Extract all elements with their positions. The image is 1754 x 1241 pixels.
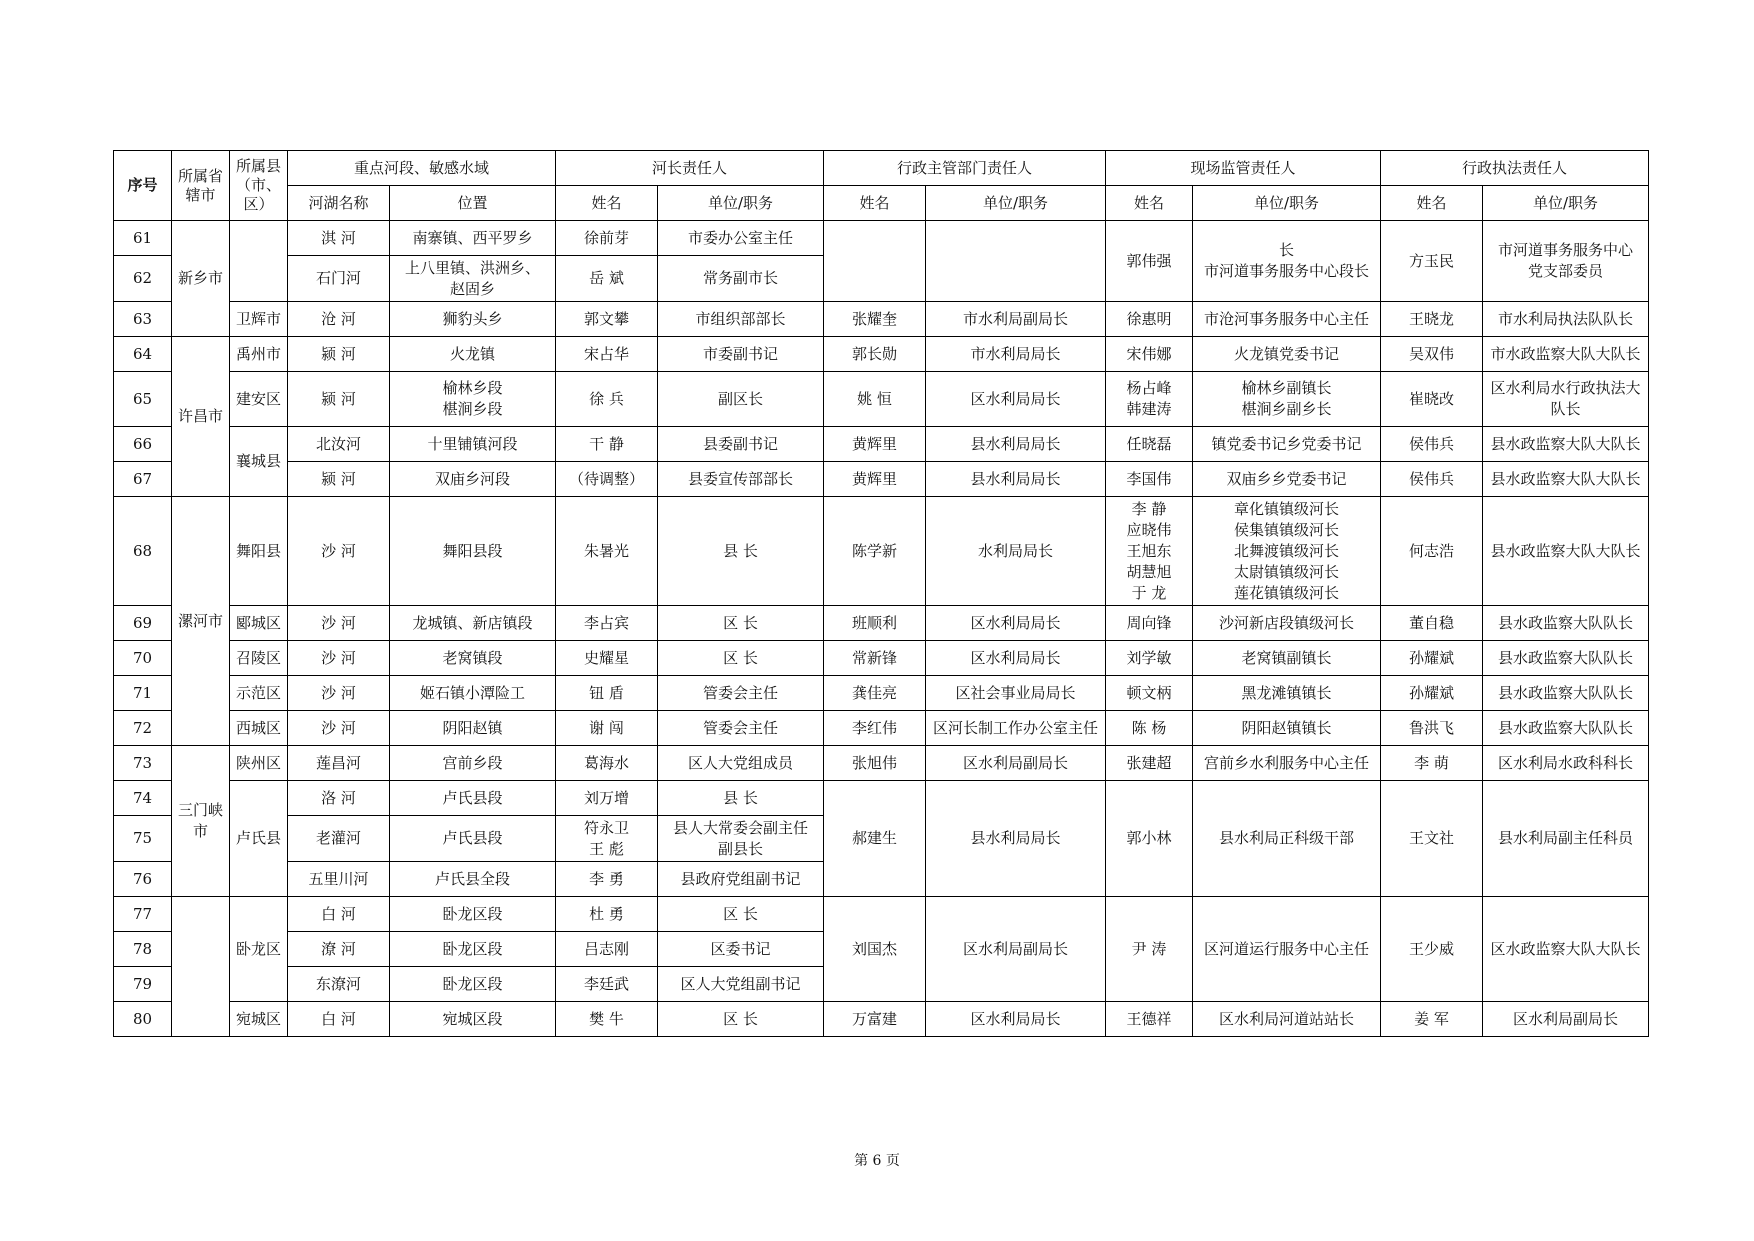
cell-location: 阴阳赵镇 [390, 711, 556, 746]
cell-chief-unit: 县人大常委会副主任 副县长 [658, 816, 824, 862]
cell-law-name: 王晓龙 [1381, 302, 1483, 337]
cell-admin-unit: 县水利局局长 [926, 427, 1106, 462]
header-chief-name: 姓名 [556, 186, 658, 221]
cell-law-unit: 县水政监察大队大队长 [1483, 497, 1649, 606]
cell-river-name: 沙 河 [288, 606, 390, 641]
cell-law-name: 孙耀斌 [1381, 676, 1483, 711]
cell-law-unit: 县水政监察大队队长 [1483, 641, 1649, 676]
cell-chief-name: 李廷武 [556, 967, 658, 1002]
cell-chief-unit: 市委副书记 [658, 337, 824, 372]
cell-chief-name: 徐 兵 [556, 372, 658, 427]
cell-seq: 61 [114, 221, 172, 256]
cell-law-name: 鲁洪飞 [1381, 711, 1483, 746]
cell-seq: 73 [114, 746, 172, 781]
cell-seq: 78 [114, 932, 172, 967]
cell-chief-unit: 副区长 [658, 372, 824, 427]
cell-seq: 62 [114, 256, 172, 302]
cell-seq: 64 [114, 337, 172, 372]
cell-site-unit: 区河道运行服务中心主任 [1193, 897, 1381, 1002]
cell-chief-name: 刘万增 [556, 781, 658, 816]
header-law-unit: 单位/职务 [1483, 186, 1649, 221]
cell-river-name: 五里川河 [288, 862, 390, 897]
cell-river-name: 颍 河 [288, 462, 390, 497]
table-row [114, 606, 1649, 641]
cell-river-name: 白 河 [288, 1002, 390, 1037]
cell-admin-unit: 区水利局局长 [926, 606, 1106, 641]
cell-admin-name: 班顺利 [824, 606, 926, 641]
cell-county: 建安区 [230, 372, 288, 427]
cell-location: 卧龙区段 [390, 967, 556, 1002]
cell-law-unit: 县水政监察大队队长 [1483, 676, 1649, 711]
cell-chief-name: 谢 闯 [556, 711, 658, 746]
header-group-river: 重点河段、敏感水域 [288, 151, 556, 186]
cell-location: 龙城镇、新店镇段 [390, 606, 556, 641]
cell-site-unit: 长 市河道事务服务中心段长 [1193, 221, 1381, 302]
cell-river-name: 莲昌河 [288, 746, 390, 781]
cell-county: 卧龙区 [230, 897, 288, 1002]
cell-site-name: 周向锋 [1106, 606, 1193, 641]
table-row [114, 676, 1649, 711]
cell-site-unit: 市沧河事务服务中心主任 [1193, 302, 1381, 337]
cell-site-name: 郭小林 [1106, 781, 1193, 897]
cell-admin-name: 郭长勋 [824, 337, 926, 372]
cell-site-unit: 双庙乡乡党委书记 [1193, 462, 1381, 497]
cell-site-unit: 镇党委书记乡党委书记 [1193, 427, 1381, 462]
cell-seq: 77 [114, 897, 172, 932]
cell-law-unit: 区水政监察大队大队长 [1483, 897, 1649, 1002]
cell-city: 漯河市 [172, 497, 230, 746]
cell-location: 卢氏县段 [390, 781, 556, 816]
table-body [114, 221, 1649, 1037]
cell-admin-unit: 区水利局局长 [926, 372, 1106, 427]
cell-law-unit: 区水利局水行政执法大队长 [1483, 372, 1649, 427]
cell-chief-name: 葛海水 [556, 746, 658, 781]
cell-chief-unit: 县 长 [658, 497, 824, 606]
cell-chief-unit: 区 长 [658, 1002, 824, 1037]
cell-location: 卢氏县段 [390, 816, 556, 862]
header-admin-unit: 单位/职务 [926, 186, 1106, 221]
cell-site-name: 任晓磊 [1106, 427, 1193, 462]
cell-law-unit: 县水利局副主任科员 [1483, 781, 1649, 897]
cell-chief-unit: 区人大党组副书记 [658, 967, 824, 1002]
header-city: 所属省辖市 [172, 151, 230, 221]
cell-chief-unit: 县委宣传部部长 [658, 462, 824, 497]
cell-location: 十里铺镇河段 [390, 427, 556, 462]
cell-seq: 70 [114, 641, 172, 676]
cell-admin-name: 黄辉里 [824, 427, 926, 462]
cell-river-name: 颍 河 [288, 337, 390, 372]
cell-chief-unit: 区委书记 [658, 932, 824, 967]
cell-admin-name: 李红伟 [824, 711, 926, 746]
header-river-name: 河湖名称 [288, 186, 390, 221]
cell-site-name: 郭伟强 [1106, 221, 1193, 302]
cell-river-name: 老灌河 [288, 816, 390, 862]
cell-county: 示范区 [230, 676, 288, 711]
cell-site-unit: 沙河新店段镇级河长 [1193, 606, 1381, 641]
table-row [114, 221, 1649, 256]
cell-chief-name: 李占宾 [556, 606, 658, 641]
cell-chief-unit: 县 长 [658, 781, 824, 816]
cell-law-name: 孙耀斌 [1381, 641, 1483, 676]
cell-river-name: 沙 河 [288, 711, 390, 746]
cell-law-unit: 县水政监察大队队长 [1483, 606, 1649, 641]
header-county: 所属县 （市、 区） [230, 151, 288, 221]
cell-site-name: 尹 涛 [1106, 897, 1193, 1002]
cell-river-name: 洛 河 [288, 781, 390, 816]
cell-river-name: 北汝河 [288, 427, 390, 462]
header-admin-name: 姓名 [824, 186, 926, 221]
cell-admin-name: 张耀奎 [824, 302, 926, 337]
header-group-chief: 河长责任人 [556, 151, 824, 186]
cell-chief-name: （待调整） [556, 462, 658, 497]
cell-chief-name: 干 静 [556, 427, 658, 462]
cell-county: 郾城区 [230, 606, 288, 641]
cell-county: 宛城区 [230, 1002, 288, 1037]
cell-city: 许昌市 [172, 337, 230, 497]
cell-law-name: 李 萌 [1381, 746, 1483, 781]
cell-chief-name: 岳 斌 [556, 256, 658, 302]
cell-law-name: 董自稳 [1381, 606, 1483, 641]
table-header [114, 151, 1649, 221]
cell-admin-name: 龚佳亮 [824, 676, 926, 711]
cell-seq: 79 [114, 967, 172, 1002]
cell-site-name: 李 静 应晓伟 王旭东 胡慧旭 于 龙 [1106, 497, 1193, 606]
cell-admin-name: 张旭伟 [824, 746, 926, 781]
cell-location: 上八里镇、洪洲乡、 赵固乡 [390, 256, 556, 302]
table-row [114, 462, 1649, 497]
cell-site-unit: 火龙镇党委书记 [1193, 337, 1381, 372]
cell-seq: 74 [114, 781, 172, 816]
cell-county [230, 221, 288, 302]
river-chief-table [113, 150, 1649, 1037]
cell-county: 禹州市 [230, 337, 288, 372]
cell-seq: 63 [114, 302, 172, 337]
cell-law-unit: 市河道事务服务中心 党支部委员 [1483, 221, 1649, 302]
cell-county: 襄城县 [230, 427, 288, 497]
cell-site-unit: 阴阳赵镇镇长 [1193, 711, 1381, 746]
cell-site-name: 李国伟 [1106, 462, 1193, 497]
cell-site-name: 王德祥 [1106, 1002, 1193, 1037]
cell-county: 舞阳县 [230, 497, 288, 606]
table-row [114, 497, 1649, 606]
cell-site-unit: 宫前乡水利服务中心主任 [1193, 746, 1381, 781]
header-law-name: 姓名 [1381, 186, 1483, 221]
cell-chief-name: 李 勇 [556, 862, 658, 897]
cell-law-unit: 区水利局副局长 [1483, 1002, 1649, 1037]
cell-chief-name: 符永卫 王 彪 [556, 816, 658, 862]
cell-chief-name: 郭文攀 [556, 302, 658, 337]
cell-admin-unit: 市水利局局长 [926, 337, 1106, 372]
cell-chief-name: 史耀星 [556, 641, 658, 676]
cell-seq: 72 [114, 711, 172, 746]
header-site-unit: 单位/职务 [1193, 186, 1381, 221]
cell-chief-name: 徐前芽 [556, 221, 658, 256]
cell-site-name: 张建超 [1106, 746, 1193, 781]
cell-location: 老窝镇段 [390, 641, 556, 676]
cell-chief-unit: 管委会主任 [658, 711, 824, 746]
cell-county: 卢氏县 [230, 781, 288, 897]
cell-seq: 66 [114, 427, 172, 462]
cell-seq: 69 [114, 606, 172, 641]
cell-site-name: 陈 杨 [1106, 711, 1193, 746]
cell-admin-unit: 区水利局局长 [926, 641, 1106, 676]
cell-location: 舞阳县段 [390, 497, 556, 606]
header-group-admin: 行政主管部门责任人 [824, 151, 1106, 186]
table-row [114, 427, 1649, 462]
cell-admin-unit [926, 221, 1106, 302]
table-row [114, 711, 1649, 746]
cell-chief-name: 钮 盾 [556, 676, 658, 711]
cell-county: 陕州区 [230, 746, 288, 781]
cell-site-unit: 榆林乡副镇长 椹涧乡副乡长 [1193, 372, 1381, 427]
page-number: 第 6 页 [854, 1153, 900, 1169]
cell-location: 姬石镇小潭险工 [390, 676, 556, 711]
cell-location: 双庙乡河段 [390, 462, 556, 497]
cell-law-name: 方玉民 [1381, 221, 1483, 302]
header-site-name: 姓名 [1106, 186, 1193, 221]
cell-site-unit: 县水利局正科级干部 [1193, 781, 1381, 897]
cell-site-name: 顿文柄 [1106, 676, 1193, 711]
table-row [114, 641, 1649, 676]
cell-location: 卧龙区段 [390, 897, 556, 932]
cell-chief-unit: 常务副市长 [658, 256, 824, 302]
cell-law-name: 崔晓改 [1381, 372, 1483, 427]
cell-location: 狮豹头乡 [390, 302, 556, 337]
cell-seq: 65 [114, 372, 172, 427]
table-row [114, 897, 1649, 932]
header-group-law: 行政执法责任人 [1381, 151, 1649, 186]
cell-seq: 80 [114, 1002, 172, 1037]
cell-admin-unit: 区社会事业局局长 [926, 676, 1106, 711]
cell-seq: 68 [114, 497, 172, 606]
cell-admin-unit: 市水利局副局长 [926, 302, 1106, 337]
header-location: 位置 [390, 186, 556, 221]
cell-river-name: 沧 河 [288, 302, 390, 337]
cell-law-name: 吴双伟 [1381, 337, 1483, 372]
cell-city [172, 897, 230, 1037]
cell-river-name: 白 河 [288, 897, 390, 932]
cell-law-name: 侯伟兵 [1381, 427, 1483, 462]
table-row [114, 372, 1649, 427]
cell-chief-name: 樊 牛 [556, 1002, 658, 1037]
cell-law-unit: 区水利局水政科科长 [1483, 746, 1649, 781]
cell-location: 南寨镇、西平罗乡 [390, 221, 556, 256]
header-seq: 序号 [114, 151, 172, 221]
cell-river-name: 潦 河 [288, 932, 390, 967]
cell-location: 宫前乡段 [390, 746, 556, 781]
cell-chief-unit: 区人大党组成员 [658, 746, 824, 781]
cell-river-name: 沙 河 [288, 676, 390, 711]
cell-admin-name [824, 221, 926, 302]
cell-admin-name: 常新锋 [824, 641, 926, 676]
cell-location: 卧龙区段 [390, 932, 556, 967]
table-row [114, 302, 1649, 337]
cell-law-name: 姜 军 [1381, 1002, 1483, 1037]
cell-admin-unit: 县水利局局长 [926, 781, 1106, 897]
cell-seq: 71 [114, 676, 172, 711]
table-row [114, 781, 1649, 816]
cell-chief-unit: 县政府党组副书记 [658, 862, 824, 897]
cell-site-name: 杨占峰 韩建涛 [1106, 372, 1193, 427]
cell-seq: 75 [114, 816, 172, 862]
cell-admin-name: 郝建生 [824, 781, 926, 897]
cell-river-name: 石门河 [288, 256, 390, 302]
cell-admin-unit: 区水利局局长 [926, 1002, 1106, 1037]
cell-river-name: 沙 河 [288, 497, 390, 606]
cell-law-name: 何志浩 [1381, 497, 1483, 606]
cell-law-name: 侯伟兵 [1381, 462, 1483, 497]
cell-river-name: 颍 河 [288, 372, 390, 427]
cell-admin-name: 黄辉里 [824, 462, 926, 497]
cell-river-name: 淇 河 [288, 221, 390, 256]
table-row [114, 746, 1649, 781]
cell-admin-unit: 县水利局局长 [926, 462, 1106, 497]
header-chief-unit: 单位/职务 [658, 186, 824, 221]
cell-site-name: 徐惠明 [1106, 302, 1193, 337]
cell-admin-unit: 水利局局长 [926, 497, 1106, 606]
cell-chief-name: 朱暑光 [556, 497, 658, 606]
cell-site-unit: 黑龙滩镇镇长 [1193, 676, 1381, 711]
cell-river-name: 沙 河 [288, 641, 390, 676]
cell-site-unit: 老窝镇副镇长 [1193, 641, 1381, 676]
cell-law-unit: 市水政监察大队大队长 [1483, 337, 1649, 372]
cell-chief-unit: 区 长 [658, 897, 824, 932]
cell-chief-name: 杜 勇 [556, 897, 658, 932]
cell-location: 宛城区段 [390, 1002, 556, 1037]
cell-law-unit: 县水政监察大队大队长 [1483, 427, 1649, 462]
cell-law-name: 王少威 [1381, 897, 1483, 1002]
cell-admin-unit: 区水利局副局长 [926, 897, 1106, 1002]
table-row [114, 1002, 1649, 1037]
cell-admin-name: 姚 恒 [824, 372, 926, 427]
cell-law-unit: 县水政监察大队队长 [1483, 711, 1649, 746]
cell-county: 卫辉市 [230, 302, 288, 337]
header-group-site: 现场监管责任人 [1106, 151, 1381, 186]
cell-river-name: 东潦河 [288, 967, 390, 1002]
cell-chief-unit: 管委会主任 [658, 676, 824, 711]
cell-chief-name: 宋占华 [556, 337, 658, 372]
cell-city: 三门峡市 [172, 746, 230, 897]
cell-site-name: 刘学敏 [1106, 641, 1193, 676]
cell-chief-unit: 区 长 [658, 641, 824, 676]
cell-admin-unit: 区水利局副局长 [926, 746, 1106, 781]
cell-admin-name: 万富建 [824, 1002, 926, 1037]
table-row [114, 337, 1649, 372]
cell-city: 新乡市 [172, 221, 230, 337]
cell-chief-unit: 县委副书记 [658, 427, 824, 462]
cell-location: 卢氏县全段 [390, 862, 556, 897]
cell-seq: 67 [114, 462, 172, 497]
cell-site-name: 宋伟娜 [1106, 337, 1193, 372]
cell-law-unit: 县水政监察大队大队长 [1483, 462, 1649, 497]
cell-county: 西城区 [230, 711, 288, 746]
cell-location: 火龙镇 [390, 337, 556, 372]
cell-chief-unit: 区 长 [658, 606, 824, 641]
cell-seq: 76 [114, 862, 172, 897]
cell-location: 榆林乡段 椹涧乡段 [390, 372, 556, 427]
cell-law-unit: 市水利局执法队队长 [1483, 302, 1649, 337]
cell-site-unit: 区水利局河道站站长 [1193, 1002, 1381, 1037]
cell-admin-unit: 区河长制工作办公室主任 [926, 711, 1106, 746]
cell-chief-unit: 市委办公室主任 [658, 221, 824, 256]
cell-county: 召陵区 [230, 641, 288, 676]
cell-chief-name: 吕志刚 [556, 932, 658, 967]
cell-law-name: 王文社 [1381, 781, 1483, 897]
cell-chief-unit: 市组织部部长 [658, 302, 824, 337]
cell-site-unit: 章化镇镇级河长 侯集镇镇级河长 北舞渡镇级河长 太尉镇镇级河长 莲花镇镇级河长 [1193, 497, 1381, 606]
cell-admin-name: 刘国杰 [824, 897, 926, 1002]
cell-admin-name: 陈学新 [824, 497, 926, 606]
